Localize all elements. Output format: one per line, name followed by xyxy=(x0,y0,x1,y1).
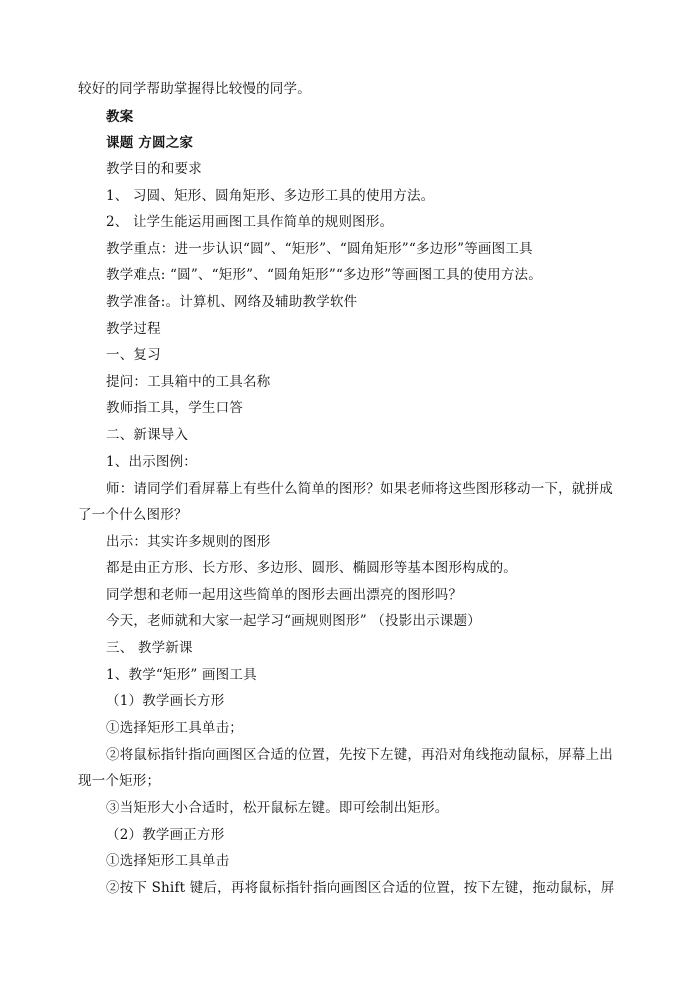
text-line: （1）教学画长方形 xyxy=(106,693,225,709)
text-line: 同学想和老师一起用这些简单的图形去画出漂亮的图形吗？ xyxy=(106,587,463,603)
text-line: ①选择矩形工具单击 xyxy=(106,853,230,869)
text-line: 教师指工具，学生口答 xyxy=(106,400,243,416)
text-line: （2）教学画正方形 xyxy=(106,827,225,843)
text-line: 今天，老师就和大家一起学习“画规则图形” （投影出示课题） xyxy=(106,613,481,629)
text-line: ③当矩形大小合适时，松开鼠标左键。即可绘制出矩形。 xyxy=(106,800,449,816)
list-item: 1、 习圆、矩形、圆角矩形、多边形工具的使用方法。 xyxy=(106,188,435,204)
text-line: 教学准备:。计算机、网络及辅助教学软件 xyxy=(106,294,358,310)
text-line: 1、教学“矩形” 画图工具 xyxy=(106,667,257,683)
text-line: 一、复习 xyxy=(106,347,161,363)
text-line: ②将鼠标指针指向画图区合适的位置，先按下左键，再沿对角线拖动鼠标，屏幕上出 xyxy=(106,747,613,763)
text-line: 出示：其实许多规则的图形 xyxy=(106,534,271,550)
text-line: ②按下 Shift 键后，再将鼠标指针指向画图区合适的位置，按下左键，拖动鼠标，屏 xyxy=(106,880,615,896)
text-line: ①选择矩形工具单击； xyxy=(106,720,243,736)
text-line: 现一个矩形； xyxy=(78,773,161,789)
list-item: 2、 让学生能运用画图工具作简单的规则图形。 xyxy=(106,214,394,230)
section-heading: 教案 xyxy=(106,109,134,125)
text-line: 1、出示图例： xyxy=(106,454,197,470)
text-line: 教学重点：进一步认识“圆”、“矩形”、“圆角矩形”“多边形”等画图工具 xyxy=(106,241,533,257)
text-line: 师：请同学们看屏幕上有些什么简单的图形？如果老师将这些图形移动一下，就拼成 xyxy=(106,481,613,497)
text-line: 都是由正方形、长方形、多边形、圆形、椭圆形等基本图形构成的。 xyxy=(106,560,517,576)
text-line: 教学难点: “圆”、“矩形”、“圆角矩形”“多边形”等画图工具的使用方法。 xyxy=(106,267,542,283)
lesson-title: 课题 方圆之家 xyxy=(106,135,194,151)
text-line: 提问：工具箱中的工具名称 xyxy=(106,374,271,390)
text-line: 教学目的和要求 xyxy=(106,161,202,177)
text-line: 教学过程 xyxy=(106,321,161,337)
text-line: 较好的同学帮助掌握得比较慢的同学。 xyxy=(78,81,311,97)
text-line: 三、 教学新课 xyxy=(106,640,193,656)
text-line: 了一个什么图形？ xyxy=(78,507,188,523)
text-line: 二、新课导入 xyxy=(106,427,189,443)
